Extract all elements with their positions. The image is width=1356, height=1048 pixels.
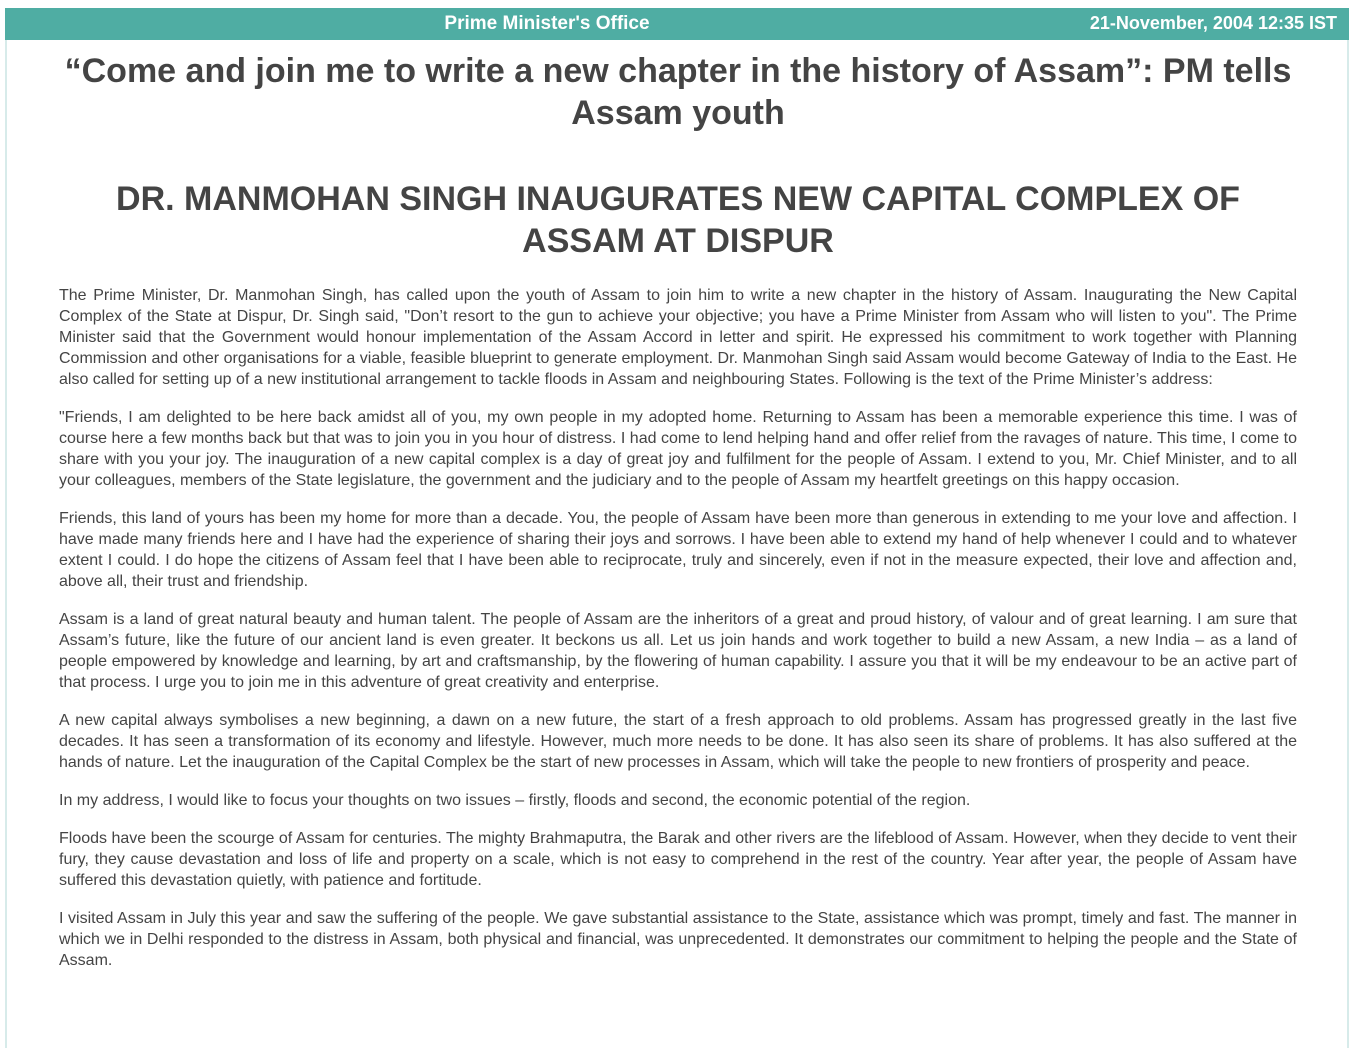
paragraph: I visited Assam in July this year and saw the suffering of the people. We gave substantial assistance to the State, assistance which was prompt, timely and fast. The manner in which we in Delhi responded to the distress in Assam, both physical and financial, was unprecedented. It demonstrates our commitment to helping the people and the State of Assam. — [59, 910, 1297, 969]
office-title: Prime Minister's Office — [444, 13, 650, 34]
paragraph: Assam is a land of great natural beauty and human talent. The people of Assam are the inheritors of a great and proud history, of valour and of great learning. I am sure that Assam’s future, like the future of our ancient land is even greater. It beckons us all. Let us join hands and work together to build a new Assam, a new India – as a land of people empowered by knowledge and learning, by art and craftsmanship, by the flowering of human capability. I assure you that it will be my endeavour to be an active part of that process. I urge you to join me in this adventure of great creativity and enterprise. — [59, 611, 1297, 691]
paragraph: The Prime Minister, Dr. Manmohan Singh, has called upon the youth of Assam to join him to write a new chapter in the history of Assam. Inaugurating the New Capital Complex of the State at Dispur, Dr. Singh said, "Don’t resort to the gun to achieve your objective; you have a Prime Minister from Assam who will listen to you". The Prime Minister said that the Government would honour implementation of the Assam Accord in letter and spirit. He expressed his commitment to work together with Planning Commission and other organisations for a viable, feasible blueprint to generate employment. Dr. Manmohan Singh said Assam would become Gateway of India to the East. He also called for setting up of a new institutional arrangement to tackle floods in Assam and neighbouring States. Following is the text of the Prime Minister’s address: — [59, 287, 1297, 388]
article — [59, 50, 1297, 988]
paragraph: "Friends, I am delighted to be here back amidst all of you, my own people in my adopted home. Returning to Assam has been a memorable experience this time. I was of course here a few months back but that was to join you in you hour of distress. I had come to lend helping hand and offer relief from the ravages of nature. This time, I come to share with you your joy. The inauguration of a new capital complex is a day of great joy and fulfilment for the people of Assam. I extend to you, Mr. Chief Minister, and to all your colleagues, members of the State legislature, the government and the judiciary and to the people of Assam my heartfelt greetings on this happy occasion. — [59, 409, 1297, 489]
paragraph: Floods have been the scourge of Assam for centuries. The mighty Brahmaputra, the Barak and other rivers are the lifeblood of Assam. However, when they decide to vent their fury, they cause devastation and loss of life and property on a scale, which is not easy to comprehend in the rest of the country. Year after year, the people of Assam have suffered this devastation quietly, with patience and fortitude. — [59, 830, 1297, 889]
paragraph: Friends, this land of yours has been my home for more than a decade. You, the people of Assam have been more than generous in extending to me your love and affection. I have made many friends here and I have had the experience of sharing their joys and sorrows. I have been able to extend my hand of help whenever I could and to whatever extent I could. I do hope the citizens of Assam feel that I have been able to reciprocate, truly and sincerely, even if not in the measure expected, their love and affection and, above all, their trust and friendship. — [59, 510, 1297, 590]
article-title: “Come and join me to write a new chapter in the history of Assam”: PM tells Assam youth — [64, 52, 1292, 132]
article-subtitle: DR. MANMOHAN SINGH INAUGURATES NEW CAPITAL COMPLEX OF ASSAM AT DISPUR — [116, 180, 1240, 260]
article-body — [59, 285, 1297, 971]
release-datetime: 21-November, 2004 12:35 IST — [1089, 13, 1337, 33]
paragraph: A new capital always symbolises a new beginning, a dawn on a new future, the start of a fresh approach to old problems. Assam has progressed greatly in the last five decades. It has seen a transformation of its economy and lifestyle. However, much more needs to be done. It has also seen its share of problems. It has also suffered at the hands of nature. Let the inauguration of the Capital Complex be the start of new processes in Assam, which will take the people to new frontiers of prosperity and peace. — [59, 712, 1297, 771]
header-bar — [5, 8, 1349, 40]
paragraph: In my address, I would like to focus your thoughts on two issues – firstly, floods and second, the economic potential of the region. — [59, 792, 971, 809]
